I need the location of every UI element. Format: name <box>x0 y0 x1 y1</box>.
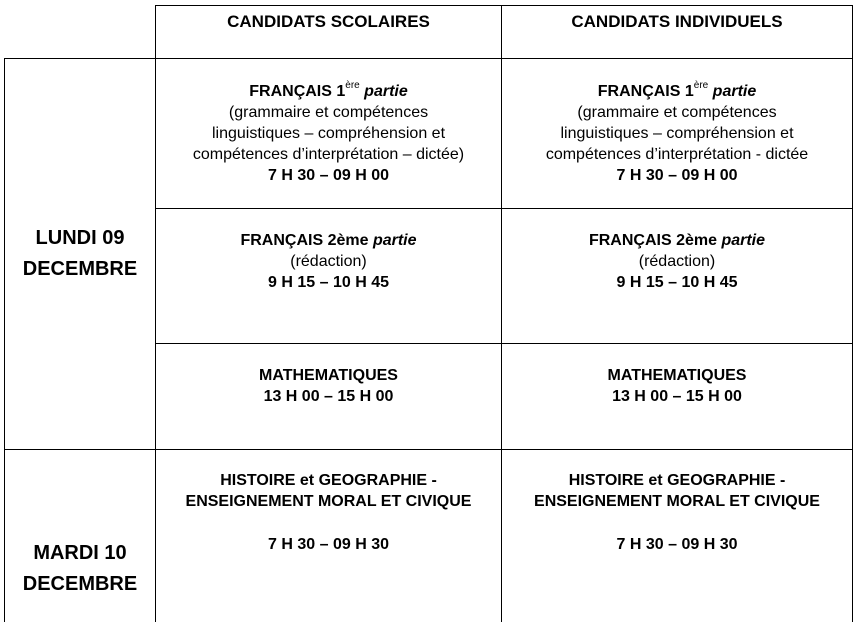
maths-scolaires-time: 13 H 00 – 15 H 00 <box>263 388 394 405</box>
day-lundi-line1: LUNDI 09 <box>35 227 125 249</box>
maths-individuels-time: 13 H 00 – 15 H 00 <box>612 388 742 405</box>
francais2-individuels-detail: (rédaction) <box>638 253 716 270</box>
francais1-individuels-detail: linguistiques – compréhension et <box>560 125 794 142</box>
francais2-individuels-cell <box>502 230 852 293</box>
maths-individuels-title: MATHEMATIQUES <box>607 367 747 384</box>
francais2-scolaires-detail: (rédaction) <box>290 253 367 270</box>
histoire-scolaires-line2: ENSEIGNEMENT MORAL ET CIVIQUE <box>185 493 472 510</box>
table-border <box>852 5 853 622</box>
table-border <box>155 208 853 209</box>
francais1-scolaires-detail: (grammaire et compétences <box>228 104 429 121</box>
histoire-scolaires-time: 7 H 30 – 09 H 30 <box>268 536 389 553</box>
header-individuels <box>502 11 852 32</box>
francais1-individuels-detail: compétences d’interprétation - dictée <box>545 146 809 163</box>
histoire-scolaires-line1: HISTOIRE et GEOGRAPHIE - <box>220 472 437 489</box>
francais1-individuels-cell <box>502 81 852 186</box>
histoire-individuels-time: 7 H 30 – 09 H 30 <box>616 536 738 553</box>
table-border <box>4 449 853 450</box>
francais1-scolaires-detail: compétences d’interprétation – dictée) <box>192 146 465 163</box>
maths-scolaires-title: MATHEMATIQUES <box>259 367 398 384</box>
table-border <box>155 343 853 344</box>
francais1-individuels-detail: (grammaire et compétences <box>577 104 777 121</box>
francais2-individuels-time: 9 H 15 – 10 H 45 <box>616 274 738 291</box>
histoire-individuels-line2: ENSEIGNEMENT MORAL ET CIVIQUE <box>534 493 820 510</box>
day-lundi-line2: DECEMBRE <box>22 258 138 280</box>
francais1-scolaires-title: FRANÇAIS 1ère partie <box>249 79 408 100</box>
histoire-scolaires-cell <box>156 470 501 555</box>
day-lundi <box>5 59 155 449</box>
francais2-scolaires-title: FRANÇAIS 2ème partie <box>240 232 417 249</box>
francais1-scolaires-cell <box>156 81 501 186</box>
header-scolaires-label: CANDIDATS SCOLAIRES <box>227 12 430 31</box>
francais2-scolaires-cell <box>156 230 501 293</box>
histoire-individuels-cell <box>502 470 852 555</box>
histoire-individuels-line1: HISTOIRE et GEOGRAPHIE - <box>568 472 786 489</box>
day-mardi <box>5 538 155 600</box>
table-border <box>155 5 853 6</box>
day-mardi-line1: MARDI 10 <box>33 542 127 564</box>
francais2-scolaires-time: 9 H 15 – 10 H 45 <box>268 274 389 291</box>
francais1-scolaires-time: 7 H 30 – 09 H 00 <box>268 167 389 184</box>
francais1-individuels-title: FRANÇAIS 1ère partie <box>597 79 757 100</box>
francais1-individuels-time: 7 H 30 – 09 H 00 <box>616 167 738 184</box>
francais1-scolaires-detail: linguistiques – compréhension et <box>211 125 446 142</box>
header-individuels-label: CANDIDATS INDIVIDUELS <box>571 12 783 31</box>
header-scolaires <box>156 11 501 32</box>
day-mardi-line2: DECEMBRE <box>22 573 138 595</box>
maths-scolaires-cell <box>156 365 501 407</box>
maths-individuels-cell <box>502 365 852 407</box>
francais2-individuels-title: FRANÇAIS 2ème partie <box>588 232 766 249</box>
